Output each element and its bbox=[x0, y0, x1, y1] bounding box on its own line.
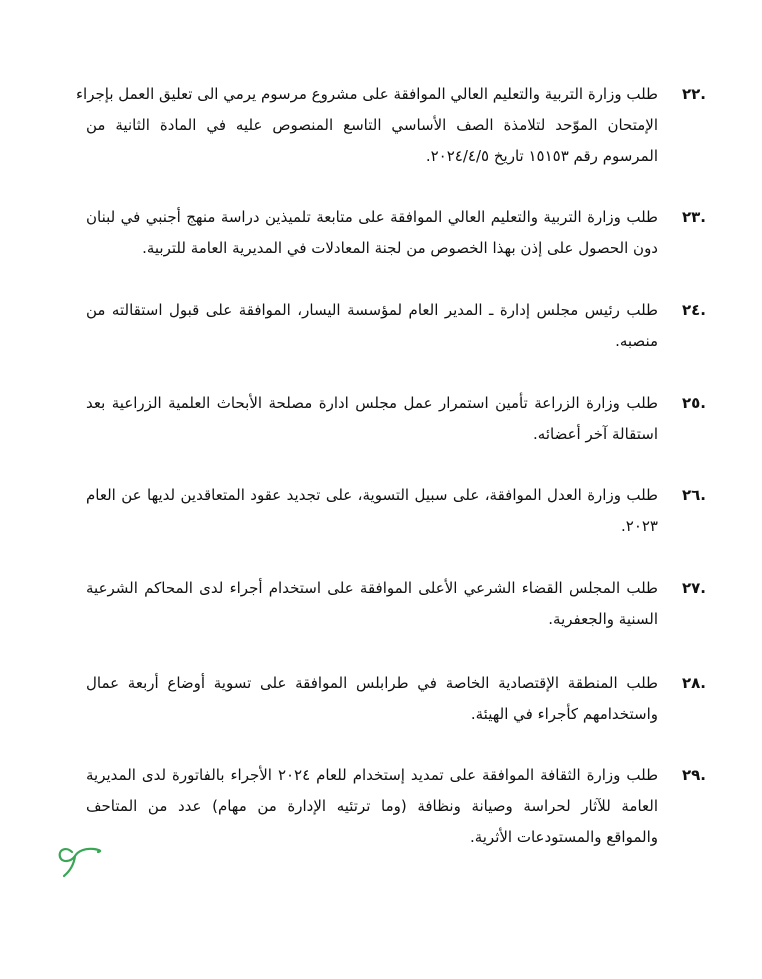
item-text bbox=[75, 79, 658, 172]
list-item-25 bbox=[86, 388, 706, 450]
item-line: طلب المجلس القضاء الشرعي الأعلى الموافقة على استخدام أجراء لدى المحاكم الشرعية bbox=[86, 579, 658, 597]
item-line: ٢٠٢٣. bbox=[620, 517, 658, 535]
item-text bbox=[86, 668, 658, 730]
list-item-24 bbox=[86, 295, 706, 357]
item-line: طلب وزارة الثقافة الموافقة على تمديد إستخدام للعام ٢٠٢٤ الأجراء بالفاتورة لدى المديرية bbox=[86, 766, 659, 784]
item-text bbox=[86, 573, 658, 635]
list-item-29 bbox=[86, 760, 706, 853]
item-text bbox=[86, 480, 658, 542]
item-number: .٢٨ bbox=[681, 674, 706, 692]
list-item-26 bbox=[86, 480, 706, 542]
item-text bbox=[86, 388, 658, 450]
item-line: والمواقع والمستودعات الأثرية. bbox=[469, 828, 658, 846]
item-line: طلب وزارة العدل الموافقة، على سبيل التسوية، على تجديد عقود المتعاقدين لديها عن العام bbox=[86, 486, 658, 504]
item-line: واستخدامهم كأجراء في الهيئة. bbox=[470, 705, 658, 723]
item-line: منصبه. bbox=[615, 332, 658, 350]
list-item-27 bbox=[86, 573, 706, 635]
item-number: .٢٣ bbox=[681, 208, 706, 226]
item-text bbox=[86, 760, 658, 853]
item-number: .٢٩ bbox=[681, 766, 706, 784]
item-line: طلب وزارة التربية والتعليم العالي الموافقة على مشروع مرسوم يرمي الى تعليق العمل بإجراء bbox=[75, 85, 658, 103]
item-line: طلب وزارة الزراعة تأمين استمرار عمل مجلس ادارة مصلحة الأبحاث العلمية الزراعية بعد bbox=[86, 394, 658, 412]
item-text bbox=[86, 295, 658, 357]
list-item-22 bbox=[75, 79, 706, 172]
list-item-23 bbox=[86, 202, 706, 264]
item-line: طلب وزارة التربية والتعليم العالي الموافقة على متابعة تلميذين دراسة منهج أجنبي في لبنان bbox=[86, 208, 658, 226]
list-item-28 bbox=[86, 668, 706, 730]
handwritten-initial-icon bbox=[54, 840, 106, 882]
item-line: طلب المنطقة الإقتصادية الخاصة في طرابلس الموافقة على تسوية أوضاع أربعة عمال bbox=[86, 674, 658, 692]
item-number: .٢٤ bbox=[681, 301, 706, 319]
item-line: الإمتحان الموّحد لتلامذة الصف الأساسي التاسع المنصوص عليه في المادة الثانية من bbox=[86, 116, 658, 134]
item-line: المرسوم رقم ١٥١٥٣ تاريخ ٢٠٢٤/٤/٥. bbox=[425, 147, 658, 165]
item-line: طلب رئيس مجلس إدارة ـ المدير العام لمؤسسة اليسار، الموافقة على قبول استقالته من bbox=[86, 301, 658, 319]
item-line: دون الحصول على إذن بهذا الخصوص من لجنة المعادلات في المديرية العامة للتربية. bbox=[142, 239, 658, 257]
item-number: .٢٧ bbox=[681, 579, 706, 597]
item-number: .٢٥ bbox=[681, 394, 706, 412]
item-number: .٢٦ bbox=[681, 486, 706, 504]
item-line: السنية والجعفرية. bbox=[548, 610, 658, 628]
item-text bbox=[86, 202, 658, 264]
item-number: .٢٢ bbox=[681, 85, 706, 103]
item-line: العامة للآثار لحراسة وصيانة ونظافة (وما ترتئيه الإدارة من مهام) عدد من المتاحف bbox=[86, 797, 658, 815]
item-line: استقالة آخر أعضائه. bbox=[533, 425, 658, 443]
